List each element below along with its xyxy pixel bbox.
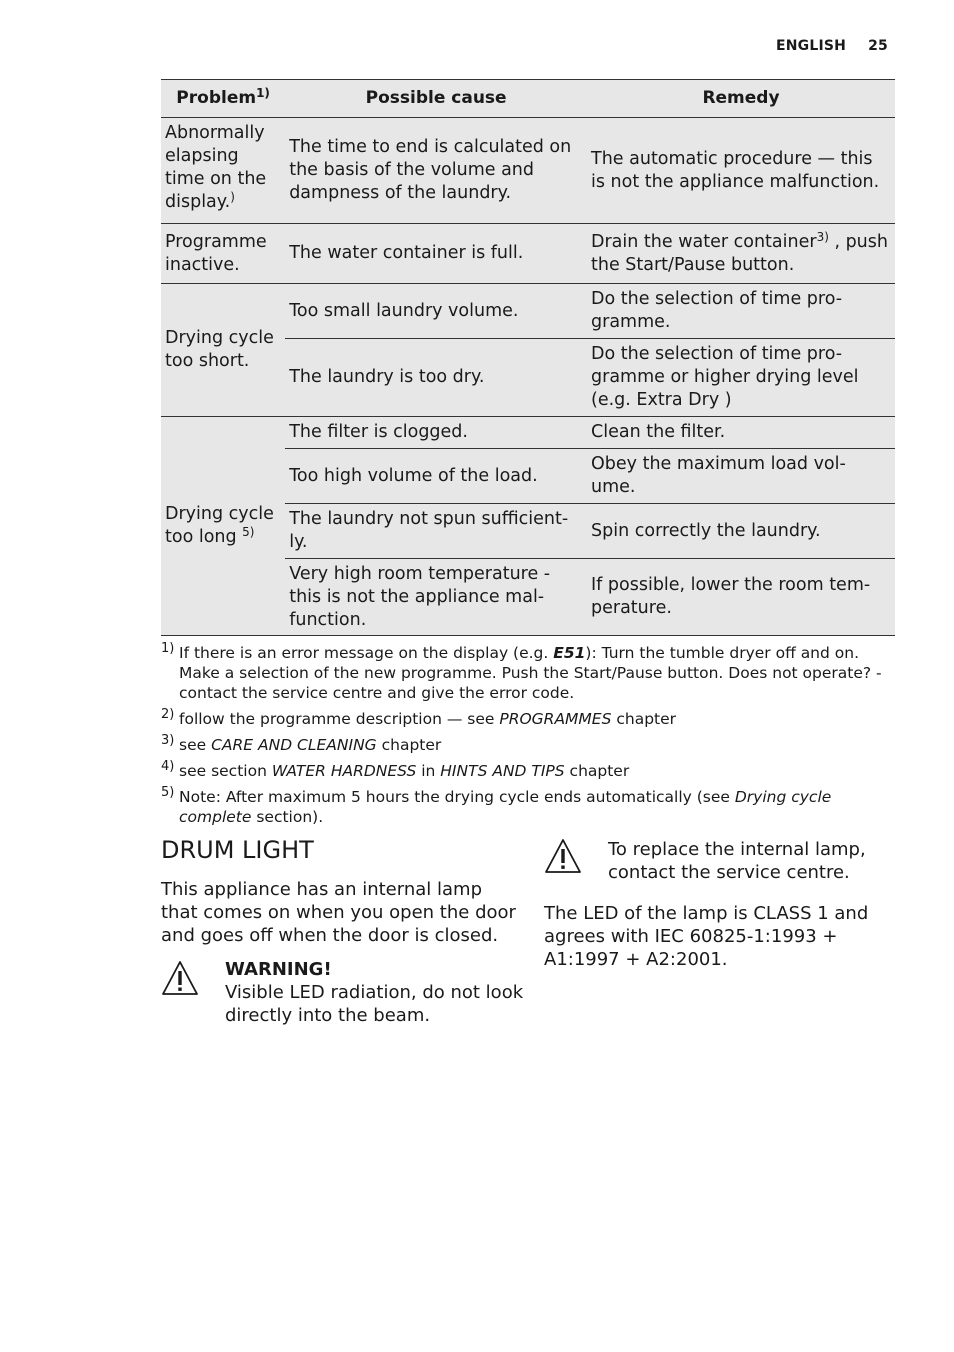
footnotes xyxy=(161,643,901,833)
table-row xyxy=(161,224,895,284)
footnote-4: 4) see section WATER HARDNESS in HINTS AND TIPS chapter xyxy=(161,759,630,780)
table-row xyxy=(161,417,895,449)
led-class-text: The LED of the lamp is CLASS 1 and agrees with IEC 60825-1:1993 + A1:1997 + A2:2001. xyxy=(544,903,869,970)
problem-cell: Abnormally elapsing time on the display.) xyxy=(161,118,285,224)
remedy-cell: Do the selection of time pro-gramme or higher drying level (e.g. Extra Dry ) xyxy=(587,339,895,417)
table-header-row xyxy=(161,80,895,118)
remedy-cell: The automatic procedure — this is not the appliance malfunction. xyxy=(587,118,895,224)
warning-triangle-icon xyxy=(161,960,199,996)
cause-cell: The laundry is too dry. xyxy=(285,339,587,417)
remedy-cell: Clean the filter. xyxy=(587,417,895,449)
footnote-5: 5) Note: After maximum 5 hours the drying cycle ends automatically (see Drying cycle complete section). xyxy=(161,785,832,826)
cause-cell: The filter is clogged. xyxy=(285,417,587,449)
cause-cell: The time to end is calculated on the basis of the volume and dampness of the laundry. xyxy=(285,118,587,224)
col-header-remedy: Remedy xyxy=(587,80,895,118)
section-title: DRUM LIGHT xyxy=(161,836,314,864)
problem-cell: Drying cycle too short. xyxy=(161,284,285,417)
page-header xyxy=(776,38,888,54)
remedy-cell: Spin correctly the laundry. xyxy=(587,504,895,559)
warning-triangle-icon xyxy=(544,838,582,874)
cause-cell: Too high volume of the load. xyxy=(285,449,587,504)
footnote-1: 1) If there is an error message on the display (e.g. E51): Turn the tumble dryer off and on. Make a selection of the new programme. Push the Start/Pause button. Does not operate? - contact the service centre and give the error code. xyxy=(161,641,882,702)
caution-text: To replace the internal lamp, contact the service centre. xyxy=(608,839,866,883)
cause-cell: The water container is full. xyxy=(285,224,587,284)
remedy-cell: If possible, lower the room tem-perature. xyxy=(587,559,895,636)
warning-text-block xyxy=(225,958,525,1027)
cause-cell: Very high room temperature - this is not the appliance mal-function. xyxy=(285,559,587,636)
problem-cell: Programme inactive. xyxy=(161,224,285,284)
cause-cell: Too small laundry volume. xyxy=(285,284,587,339)
problem-cell: Drying cycle too long $^{5)}$ xyxy=(161,417,285,636)
page-number: 25 xyxy=(868,38,888,54)
troubleshooting-table xyxy=(161,79,895,636)
remedy-cell: Obey the maximum load vol-ume. xyxy=(587,449,895,504)
warning-text: Visible LED radiation, do not look directly into the beam. xyxy=(225,982,524,1026)
warning-title: WARNING! xyxy=(225,959,332,980)
footnote-3: 3) see CARE AND CLEANING chapter xyxy=(161,733,442,754)
section-intro: This appliance has an internal lamp that comes on when you open the door and goes off when the door is closed. xyxy=(161,879,516,946)
cause-cell: The laundry not spun sufficient-ly. xyxy=(285,504,587,559)
header-language: ENGLISH xyxy=(776,38,847,54)
footnote-2: 2) follow the programme description — see PROGRAMMES chapter xyxy=(161,707,677,728)
table-row xyxy=(161,118,895,224)
table-row xyxy=(161,284,895,339)
remedy-cell: Do the selection of time pro-gramme. xyxy=(587,284,895,339)
col-header-cause: Possible cause xyxy=(285,80,587,118)
remedy-cell: Drain the water container$^{3)}$ , push the Start/Pause button. xyxy=(587,224,895,284)
col-header-problem: Problem$^{1)}$ xyxy=(161,80,285,118)
